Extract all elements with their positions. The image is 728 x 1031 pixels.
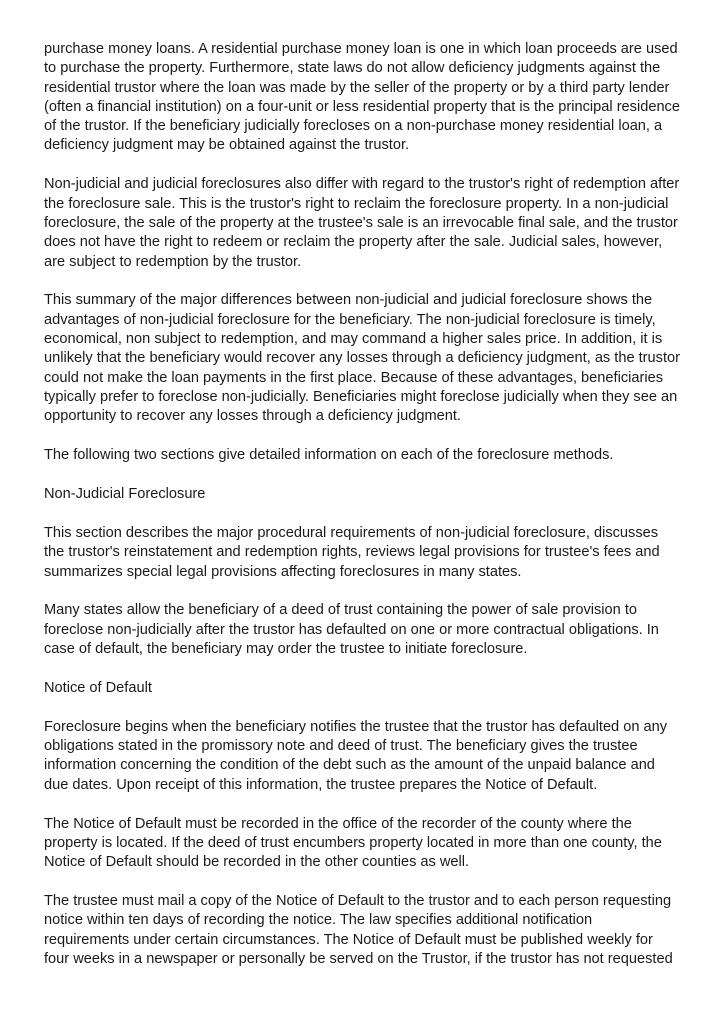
- text-line: Non-Judicial Foreclosure: [44, 486, 206, 503]
- text-line: four weeks in a newspaper or personally be served on the Trustor, if the trustor has not requested: [44, 950, 673, 967]
- body-paragraph: [44, 892, 692, 969]
- text-line: unlikely that the beneficiary would recover any losses through a deficiency judgment, as the trustor: [44, 350, 680, 367]
- text-line: the foreclosure sale. This is the trustor's right to reclaim the foreclosure property. In a non-judicial: [44, 195, 669, 212]
- text-line: Many states allow the beneficiary of a deed of trust containing the power of sale provision to: [44, 602, 638, 619]
- text-line: to purchase the property. Furthermore, state laws do not allow deficiency judgments against the: [44, 60, 661, 77]
- text-line: notice within ten days of recording the notice. The law specifies additional notification: [44, 912, 593, 929]
- body-paragraph: [44, 718, 692, 795]
- section-heading: [44, 485, 692, 504]
- body-paragraph: [44, 291, 692, 426]
- text-line: Notice of Default should be recorded in the other counties as well.: [44, 854, 470, 871]
- text-line: the trustor's reinstatement and redemption rights, reviews legal provisions for trustee's fees and: [44, 544, 660, 561]
- text-line: of the trustor. If the beneficiary judicially forecloses on a non-purchase money residential loan, a: [44, 118, 663, 135]
- text-line: Foreclosure begins when the beneficiary notifies the trustee that the trustor has defaulted on any: [44, 718, 668, 735]
- text-line: economical, non subject to redemption, and may command a higher sales price. In addition, it is: [44, 331, 663, 348]
- body-paragraph: [44, 524, 692, 582]
- text-line: are subject to redemption by the trustor.: [44, 253, 302, 270]
- text-line: advantages of non-judicial foreclosure for the beneficiary. The non-judicial foreclosure is timely,: [44, 311, 656, 328]
- text-line: typically prefer to foreclose non-judicially. Beneficiaries might foreclose judicially when they see an: [44, 388, 678, 405]
- text-line: obligations stated in the promissory note and deed of trust. The beneficiary gives the trustee: [44, 738, 638, 755]
- body-paragraph: [44, 815, 692, 873]
- text-line: The following two sections give detailed information on each of the foreclosure methods.: [44, 447, 614, 464]
- text-line: summarizes special legal provisions affecting foreclosures in many states.: [44, 563, 522, 580]
- section-heading: [44, 679, 692, 698]
- text-line: purchase money loans. A residential purchase money loan is one in which loan proceeds are used: [44, 41, 678, 57]
- text-line: (often a financial institution) on a four-unit or less residential property that is the principal residence: [44, 98, 680, 115]
- text-line: This section describes the major procedural requirements of non-judicial foreclosure, discusses: [44, 524, 659, 541]
- text-line: The Notice of Default must be recorded in the office of the recorder of the county where the: [44, 815, 632, 832]
- text-line: property is located. If the deed of trust encumbers property located in more than one county, the: [44, 834, 662, 851]
- text-line: This summary of the major differences between non-judicial and judicial foreclosure shows the: [44, 292, 653, 309]
- text-line: foreclose non-judicially after the trustor has defaulted on one or more contractual obligations. In: [44, 621, 659, 638]
- text-line: Non-judicial and judicial foreclosures also differ with regard to the trustor's right of redemption after: [44, 176, 680, 193]
- text-line: foreclosure, the sale of the property at the trustee's sale is an irrevocable final sale, and the trustor: [44, 214, 678, 231]
- text-line: The trustee must mail a copy of the Notice of Default to the trustor and to each person requesting: [44, 893, 672, 910]
- text-line: requirements under certain circumstances. The Notice of Default must be published weekly for: [44, 931, 653, 948]
- text-line: information concerning the condition of the debt such as the amount of the unpaid balance and: [44, 757, 655, 774]
- text-line: deficiency judgment may be obtained against the trustor.: [44, 137, 410, 154]
- text-line: due dates. Upon receipt of this information, the trustee prepares the Notice of Default.: [44, 776, 598, 793]
- body-paragraph: [44, 601, 692, 659]
- body-paragraph: [44, 175, 692, 271]
- document-body: [44, 40, 692, 989]
- text-line: opportunity to recover any losses through a deficiency judgment.: [44, 408, 461, 425]
- body-paragraph: [44, 446, 692, 465]
- body-paragraph: [44, 40, 692, 156]
- text-line: could not make the loan payments in the first place. Because of these advantages, beneficiaries: [44, 369, 663, 386]
- text-line: does not have the right to redeem or reclaim the property after the sale. Judicial sales, however,: [44, 234, 663, 251]
- text-line: Notice of Default: [44, 679, 152, 696]
- text-line: residential trustor where the loan was made by the seller of the property or by a third party lender: [44, 79, 670, 96]
- text-line: case of default, the beneficiary may order the trustee to initiate foreclosure.: [44, 640, 528, 657]
